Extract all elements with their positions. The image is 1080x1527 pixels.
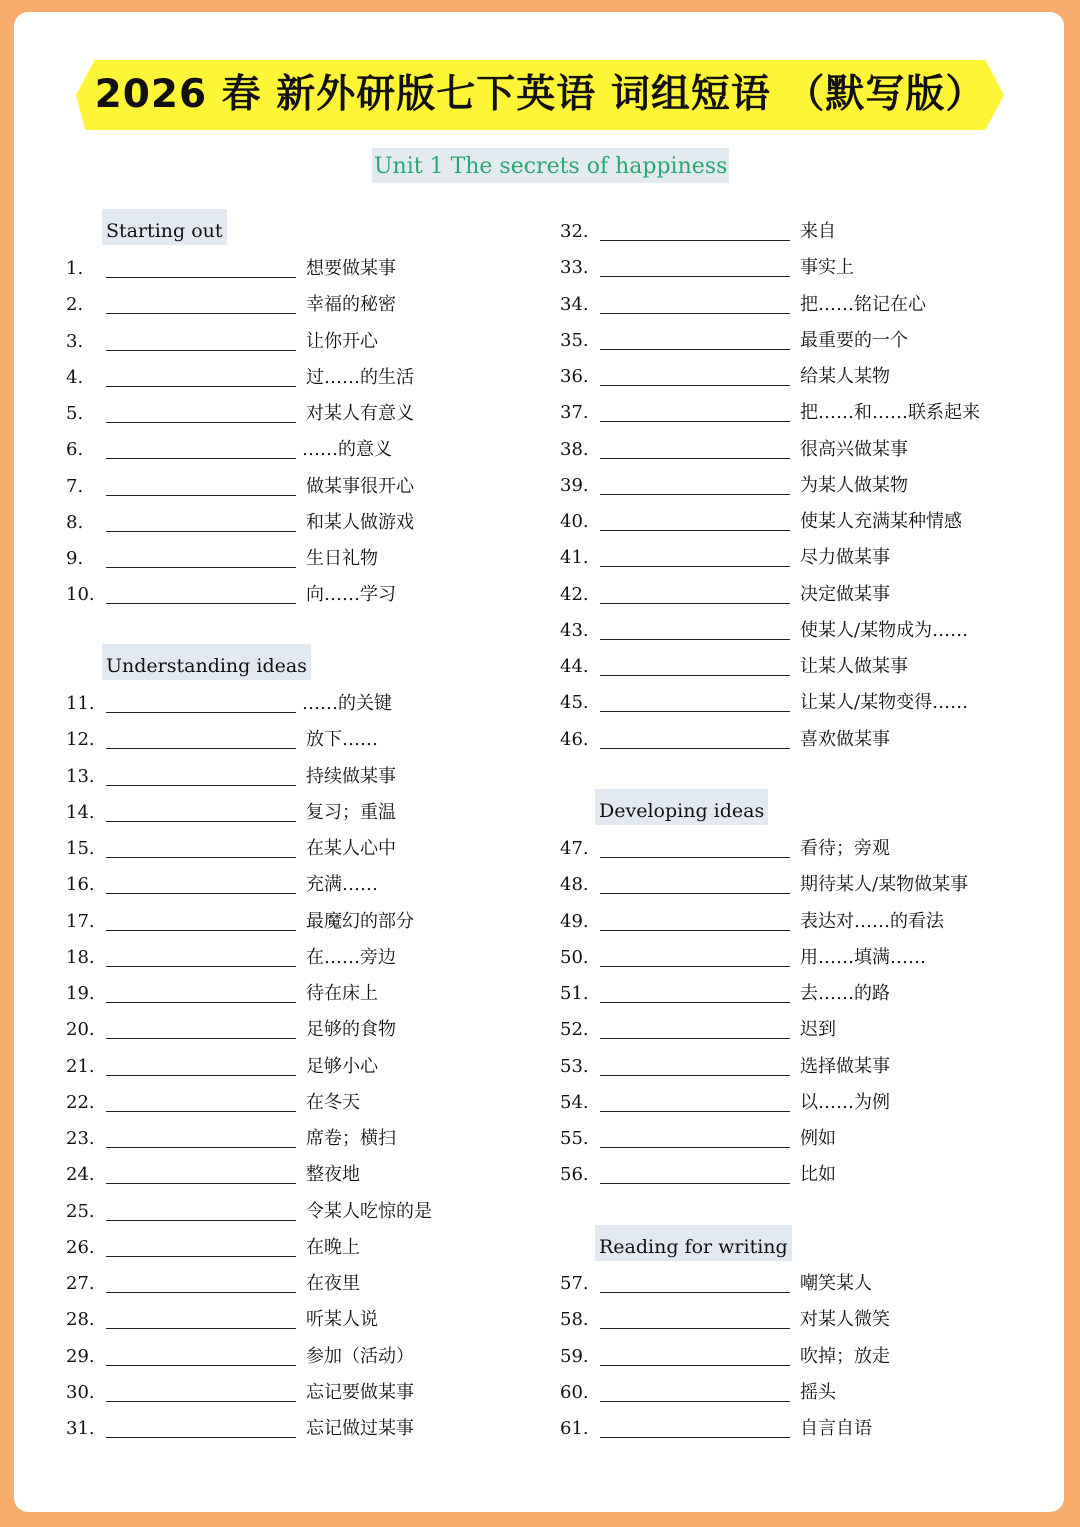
phrase-number: 36. [560, 366, 589, 387]
phrase-number: 37. [560, 402, 589, 424]
answer-blank-line[interactable] [106, 1256, 296, 1257]
phrase-chinese: 整夜地 [306, 1164, 360, 1186]
phrase-chinese: ……的意义 [302, 439, 392, 461]
phrase-number: 7. [66, 475, 84, 497]
answer-blank-line[interactable] [106, 966, 296, 967]
answer-blank-line[interactable] [600, 1002, 790, 1003]
phrase-number: 53. [560, 1055, 589, 1077]
phrase-chinese: 生日礼物 [306, 548, 378, 569]
phrase-number: 26. [66, 1236, 95, 1258]
phrase-chinese: 为某人做某物 [800, 474, 908, 496]
phrase-chinese: 对某人微笑 [800, 1309, 890, 1331]
answer-blank-line[interactable] [106, 1038, 296, 1039]
phrase-number: 12. [66, 729, 95, 751]
answer-blank-line[interactable] [600, 857, 790, 858]
phrase-chinese: 让某人/某物变得…… [800, 692, 969, 714]
phrase-number: 18. [66, 946, 95, 968]
phrase-chinese: 在某人心中 [306, 838, 396, 859]
phrase-chinese: 做某事很开心 [306, 475, 414, 497]
phrase-chinese: 让某人做某事 [800, 656, 908, 677]
phrase-number: 41. [560, 547, 589, 569]
answer-blank-line[interactable] [600, 349, 790, 350]
phrase-chinese: 向……学习 [306, 584, 396, 606]
phrase-chinese: 在夜里 [306, 1273, 360, 1294]
phrase-number: 31. [66, 1418, 95, 1439]
answer-blank-line[interactable] [600, 1365, 790, 1366]
answer-blank-line[interactable] [600, 458, 790, 459]
phrase-number: 40. [560, 511, 589, 532]
phrase-chinese: 令某人吃惊的是 [306, 1200, 432, 1222]
answer-blank-line[interactable] [106, 1401, 296, 1402]
phrase-number: 2. [66, 294, 84, 316]
phrase-chinese: 复习；重温 [306, 801, 396, 823]
phrase-chinese: 把……和……联系起来 [800, 402, 980, 424]
answer-blank-line[interactable] [600, 675, 790, 676]
phrase-number: 58. [560, 1309, 589, 1331]
phrase-chinese: 和某人做游戏 [306, 511, 414, 533]
answer-blank-line[interactable] [600, 1328, 790, 1329]
answer-blank-line[interactable] [106, 386, 296, 387]
phrase-chinese: 参加（活动） [306, 1345, 414, 1367]
phrase-number: 21. [66, 1055, 95, 1077]
answer-blank-line[interactable] [600, 711, 790, 712]
phrase-chinese: 最重要的一个 [800, 329, 908, 351]
phrase-number: 27. [66, 1273, 95, 1294]
phrase-number: 1. [66, 258, 84, 279]
phrase-chinese: 来自 [800, 221, 836, 242]
phrase-number: 28. [66, 1309, 95, 1331]
answer-blank-line[interactable] [600, 494, 790, 495]
answer-blank-line[interactable] [600, 1075, 790, 1076]
answer-blank-line[interactable] [106, 603, 296, 604]
phrase-number: 32. [560, 221, 589, 242]
phrase-chinese: 在晚上 [306, 1236, 360, 1258]
phrase-number: 16. [66, 874, 95, 896]
phrase-chinese: 吹掉；放走 [800, 1345, 890, 1367]
section-heading-starting-out: Starting out [102, 209, 227, 245]
phrase-number: 5. [66, 403, 84, 424]
answer-blank-line[interactable] [106, 857, 296, 858]
phrase-number: 44. [560, 656, 589, 677]
phrase-chinese: ……的关键 [302, 693, 392, 714]
answer-blank-line[interactable] [106, 277, 296, 278]
section-heading-understanding-ideas: Understanding ideas [102, 644, 311, 680]
answer-blank-line[interactable] [106, 821, 296, 822]
answer-blank-line[interactable] [106, 313, 296, 314]
phrase-number: 46. [560, 728, 589, 750]
phrase-number: 25. [66, 1200, 95, 1222]
phrase-chinese: 摇头 [800, 1381, 836, 1403]
phrase-number: 33. [560, 257, 589, 279]
phrase-chinese: 使某人充满某种情感 [800, 511, 962, 532]
phrase-chinese: 在冬天 [306, 1091, 360, 1113]
phrase-chinese: 决定做某事 [800, 583, 890, 605]
phrase-chinese: 例如 [800, 1128, 836, 1149]
phrase-chinese: 以……为例 [800, 1091, 890, 1113]
phrase-number: 29. [66, 1345, 95, 1367]
phrase-chinese: 在……旁边 [306, 946, 396, 968]
answer-blank-line[interactable] [106, 1328, 296, 1329]
phrase-number: 54. [560, 1091, 589, 1113]
phrase-chinese: 让你开心 [306, 330, 378, 352]
phrase-chinese: 足够的食物 [306, 1019, 396, 1041]
phrase-chinese: 给某人某物 [800, 366, 890, 387]
phrase-number: 51. [560, 983, 589, 1004]
answer-blank-line[interactable] [106, 350, 296, 351]
answer-blank-line[interactable] [106, 1111, 296, 1112]
phrase-chinese: 迟到 [800, 1019, 836, 1041]
phrase-chinese: 足够小心 [306, 1055, 378, 1077]
answer-blank-line[interactable] [600, 893, 790, 894]
phrase-number: 13. [66, 765, 95, 787]
answer-blank-line[interactable] [106, 1075, 296, 1076]
answer-blank-line[interactable] [600, 276, 790, 277]
answer-blank-line[interactable] [600, 966, 790, 967]
phrase-number: 52. [560, 1019, 589, 1041]
answer-blank-line[interactable] [106, 531, 296, 532]
phrase-chinese: 忘记做过某事 [306, 1418, 414, 1439]
phrase-number: 55. [560, 1128, 589, 1149]
answer-blank-line[interactable] [600, 1111, 790, 1112]
phrase-number: 60. [560, 1381, 589, 1403]
phrase-chinese: 待在床上 [306, 983, 378, 1004]
answer-blank-line[interactable] [106, 422, 296, 423]
answer-blank-line[interactable] [600, 1292, 790, 1293]
phrase-number: 15. [66, 838, 95, 859]
phrase-number: 4. [66, 366, 84, 388]
phrase-chinese: 嘲笑某人 [800, 1273, 872, 1294]
answer-blank-line[interactable] [600, 930, 790, 931]
answer-blank-line[interactable] [106, 1002, 296, 1003]
answer-blank-line[interactable] [106, 1365, 296, 1366]
answer-blank-line[interactable] [600, 566, 790, 567]
phrase-number: 24. [66, 1164, 95, 1186]
phrase-chinese: 喜欢做某事 [800, 728, 890, 750]
phrase-number: 49. [560, 910, 589, 932]
unit-title: Unit 1 The secrets of happiness [372, 148, 729, 183]
phrase-chinese: 选择做某事 [800, 1055, 890, 1077]
phrase-number: 35. [560, 329, 589, 351]
phrase-chinese: 持续做某事 [306, 765, 396, 787]
phrase-chinese: 尽力做某事 [800, 547, 890, 569]
answer-blank-line[interactable] [600, 1183, 790, 1184]
phrase-chinese: 用……填满…… [800, 946, 926, 968]
answer-blank-line[interactable] [600, 313, 790, 314]
phrase-chinese: 对某人有意义 [306, 403, 414, 424]
answer-blank-line[interactable] [106, 1183, 296, 1184]
phrase-number: 61. [560, 1418, 589, 1439]
phrase-number: 42. [560, 583, 589, 605]
section-heading-developing-ideas: Developing ideas [595, 789, 768, 825]
page-title: 2026 春 新外研版七下英语 词组短语 （默写版） [94, 72, 986, 117]
phrase-number: 20. [66, 1019, 95, 1041]
phrase-number: 39. [560, 474, 589, 496]
phrase-number: 30. [66, 1381, 95, 1403]
section-heading-reading-for-writing: Reading for writing [595, 1225, 792, 1261]
phrase-number: 45. [560, 692, 589, 714]
answer-blank-line[interactable] [600, 421, 790, 422]
phrase-chinese: 听某人说 [306, 1309, 378, 1331]
phrase-number: 22. [66, 1091, 95, 1113]
answer-blank-line[interactable] [600, 1437, 790, 1438]
answer-blank-line[interactable] [106, 1220, 296, 1221]
phrase-number: 10. [66, 584, 95, 606]
phrase-number: 14. [66, 801, 95, 823]
answer-blank-line[interactable] [106, 748, 296, 749]
phrase-number: 9. [66, 548, 84, 569]
answer-blank-line[interactable] [600, 1147, 790, 1148]
answer-blank-line[interactable] [600, 240, 790, 241]
answer-blank-line[interactable] [106, 495, 296, 496]
answer-blank-line[interactable] [106, 893, 296, 894]
phrase-number: 11. [66, 693, 95, 714]
phrase-number: 56. [560, 1164, 589, 1186]
answer-blank-line[interactable] [600, 639, 790, 640]
answer-blank-line[interactable] [106, 567, 296, 568]
answer-blank-line[interactable] [106, 1437, 296, 1438]
phrase-number: 48. [560, 874, 589, 896]
phrase-number: 38. [560, 438, 589, 460]
answer-blank-line[interactable] [600, 385, 790, 386]
phrase-number: 23. [66, 1128, 95, 1149]
phrase-chinese: 很高兴做某事 [800, 438, 908, 460]
answer-blank-line[interactable] [600, 603, 790, 604]
phrase-number: 47. [560, 838, 589, 859]
phrase-chinese: 忘记要做某事 [306, 1381, 414, 1403]
answer-blank-line[interactable] [106, 930, 296, 931]
phrase-number: 6. [66, 439, 84, 461]
answer-blank-line[interactable] [600, 1038, 790, 1039]
answer-blank-line[interactable] [106, 1147, 296, 1148]
phrase-number: 8. [66, 511, 84, 533]
phrase-chinese: 事实上 [800, 257, 854, 279]
phrase-chinese: 去……的路 [800, 983, 890, 1004]
phrase-chinese: 幸福的秘密 [306, 294, 396, 316]
phrase-number: 17. [66, 910, 95, 932]
phrase-chinese: 放下…… [306, 729, 378, 751]
phrase-chinese: 表达对……的看法 [800, 910, 944, 932]
phrase-number: 34. [560, 293, 589, 315]
answer-blank-line[interactable] [106, 785, 296, 786]
answer-blank-line[interactable] [106, 458, 296, 459]
phrase-chinese: 把……铭记在心 [800, 293, 926, 315]
phrase-number: 59. [560, 1345, 589, 1367]
phrase-number: 50. [560, 946, 589, 968]
answer-blank-line[interactable] [106, 1292, 296, 1293]
answer-blank-line[interactable] [600, 1401, 790, 1402]
phrase-number: 57. [560, 1273, 589, 1294]
phrase-number: 43. [560, 619, 589, 641]
phrase-number: 3. [66, 330, 84, 352]
phrase-chinese: 期待某人/某物做某事 [800, 874, 969, 896]
phrase-chinese: 席卷；横扫 [306, 1128, 396, 1149]
phrase-chinese: 比如 [800, 1164, 836, 1186]
answer-blank-line[interactable] [600, 530, 790, 531]
answer-blank-line[interactable] [106, 712, 296, 713]
phrase-chinese: 充满…… [306, 874, 378, 896]
phrase-chinese: 最魔幻的部分 [306, 910, 414, 932]
answer-blank-line[interactable] [600, 748, 790, 749]
phrase-chinese: 使某人/某物成为…… [800, 619, 969, 641]
phrase-chinese: 过……的生活 [306, 366, 414, 388]
phrase-chinese: 自言自语 [800, 1418, 872, 1439]
phrase-chinese: 看待；旁观 [800, 838, 890, 859]
phrase-chinese: 想要做某事 [306, 258, 396, 279]
phrase-number: 19. [66, 983, 95, 1004]
